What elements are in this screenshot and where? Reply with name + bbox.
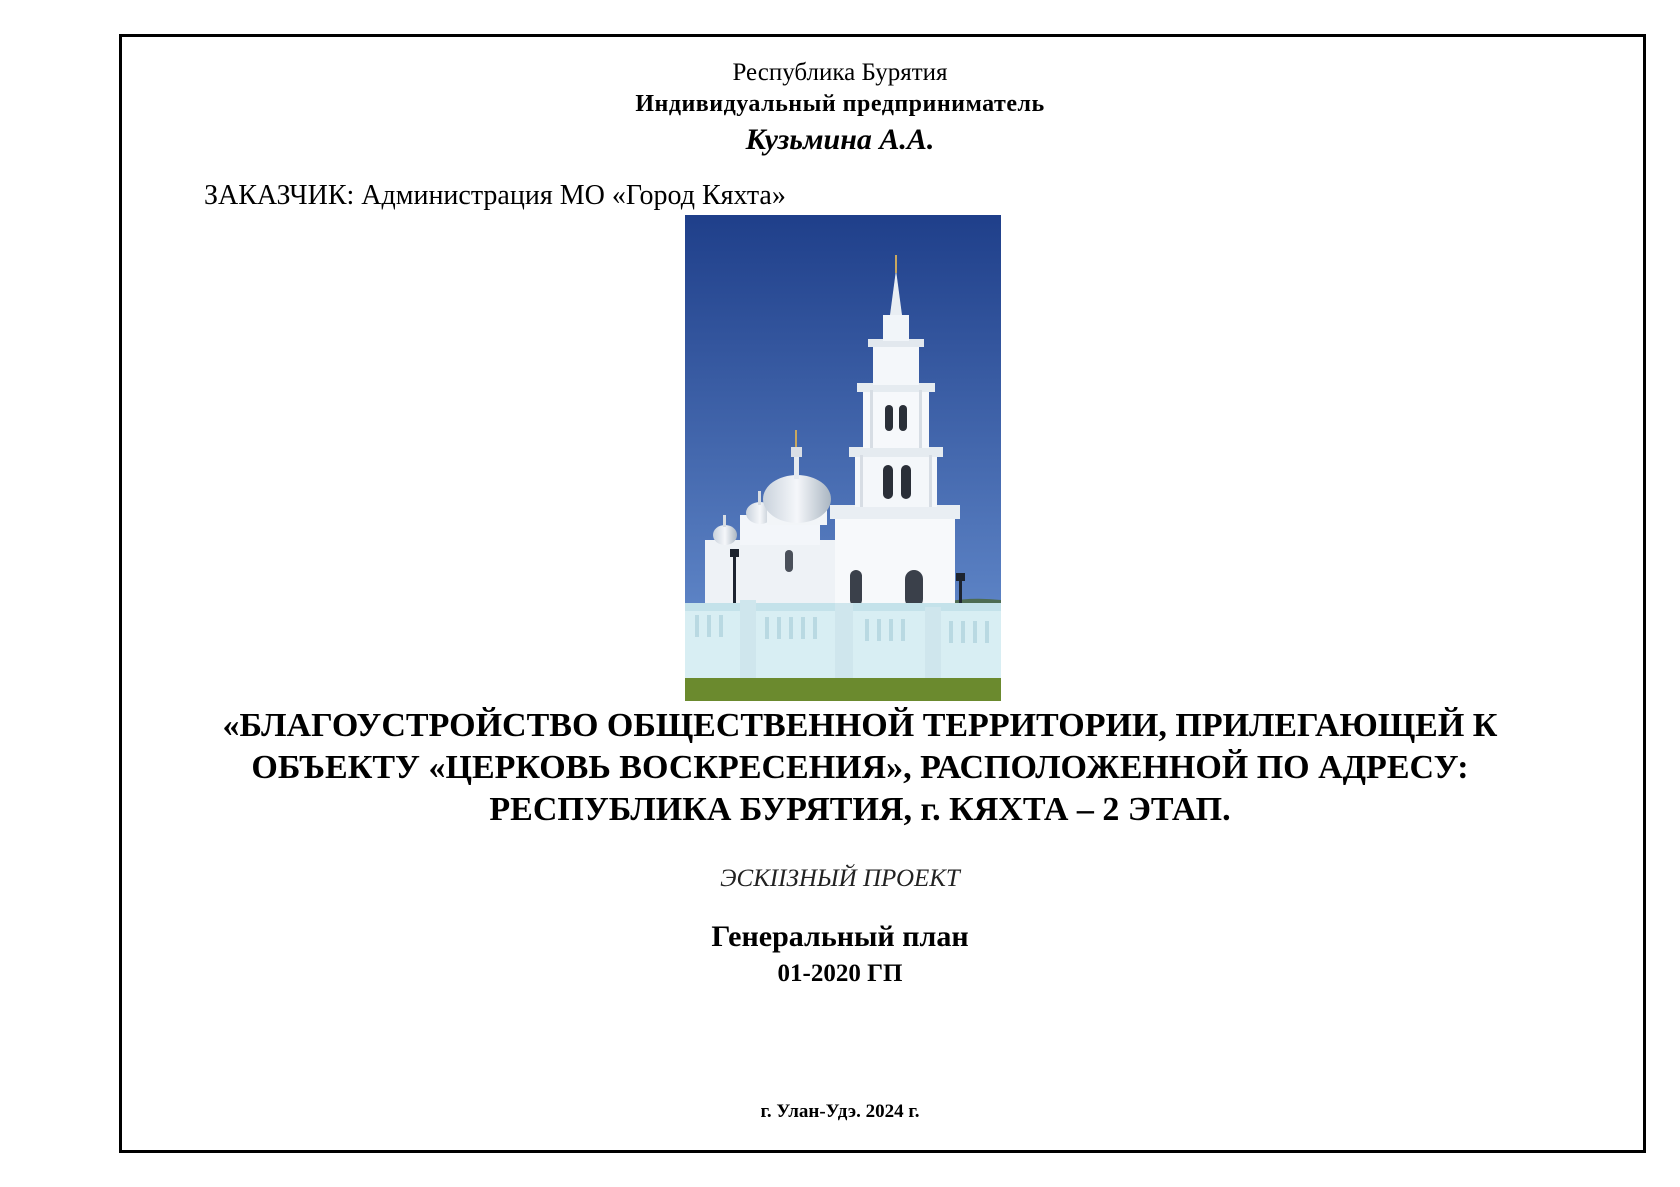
project-title xyxy=(150,705,1570,831)
project-stage: ЭСКIIЗНЫЙ ПРОЕКТ xyxy=(720,865,960,892)
title-line: «БЛАГОУСТРОЙСТВО ОБЩЕСТВЕННОЙ ТЕРРИТОРИИ, ПРИЛЕГАЮЩЕЙ К xyxy=(222,707,1498,744)
document-name: Генеральный план xyxy=(711,920,969,953)
contractor-type: Индивидуальный предприниматель xyxy=(635,91,1045,117)
document-code: 01-2020 ГП xyxy=(777,960,903,987)
customer-line: ЗАКАЗЧИК: Администрация МО «Город Кяхта» xyxy=(204,180,786,211)
region-heading: Республика Бурятия xyxy=(732,59,948,86)
title-line: ОБЪЕКТУ «ЦЕРКОВЬ ВОСКРЕСЕНИЯ», РАСПОЛОЖЕННОЙ ПО АДРЕСУ: xyxy=(251,749,1469,786)
contractor-name: Кузьмина А.А. xyxy=(745,123,935,156)
title-line: РЕСПУБЛИКА БУРЯТИЯ, г. КЯХТА – 2 ЭТАП. xyxy=(489,791,1231,828)
church-photo xyxy=(685,215,1001,701)
city-year: г. Улан-Удэ. 2024 г. xyxy=(760,1101,920,1122)
